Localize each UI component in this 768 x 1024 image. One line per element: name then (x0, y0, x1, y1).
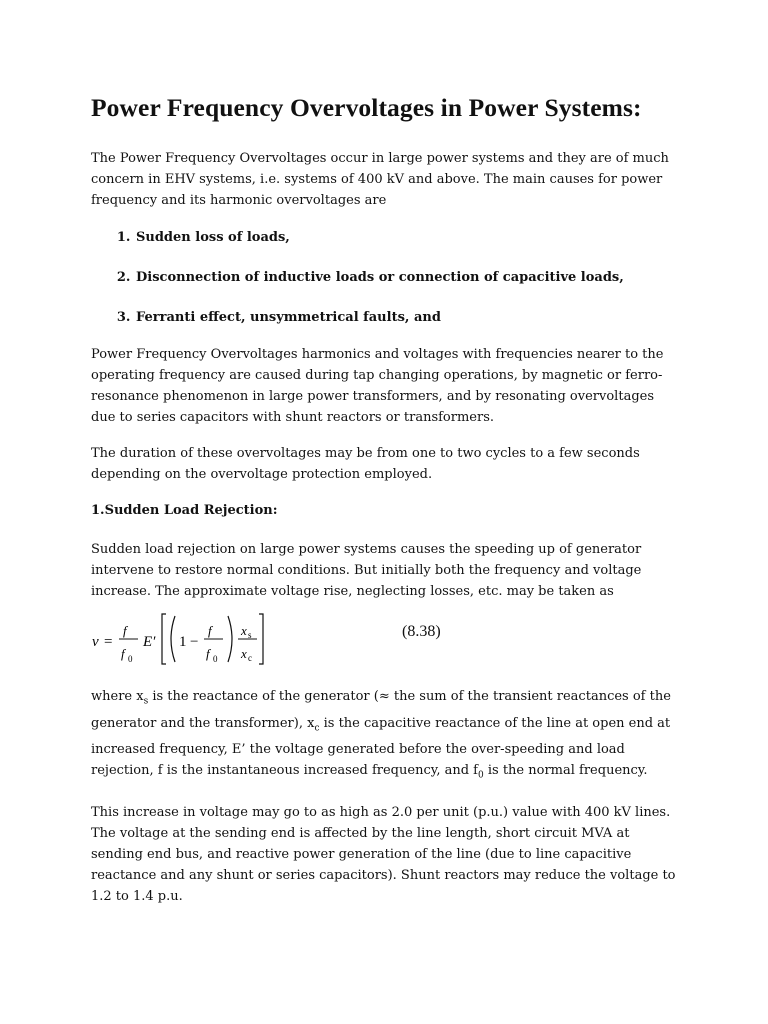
voltage-increase-paragraph: This increase in voltage may go to as high as 2.0 per unit (p.u.) value with 400 kV lines. The voltage at the sending end is affected by the line length, short circuit MVA at sending end bus, and reactive power generation of the line (due to line capacitive reactance and any shunt or series capacitors). Shunt reactors may reduce the voltage to 1.2 to 1.4 p.u. (91, 804, 676, 904)
page-title: Power Frequency Overvoltages in Power Systems: (91, 93, 642, 122)
duration-paragraph: The duration of these overvoltages may be from one to two cycles to a few seconds depending on the overvoltage protection employed. (91, 446, 640, 482)
eq-v: v (92, 634, 99, 650)
equation-number: (8.38) (402, 623, 441, 640)
intro-paragraph: The Power Frequency Overvoltages occur in large power systems and they are of much concern in EHV systems, i.e. systems of 400 kV and above. The main causes for power frequency and its harmonic overvoltages are (91, 151, 669, 208)
list-item: 3. Ferranti effect, unsymmetrical faults, and (135, 307, 678, 328)
eq-xc: x (241, 646, 247, 661)
eq-xs-sub: s (248, 630, 252, 640)
section-heading-sudden-load-rejection: 1.Sudden Load Rejection: (91, 503, 278, 518)
eq-right-paren (228, 616, 232, 662)
where-paragraph: where $x_s$ is the reactance of the generator (≈ the sum of the transient reactances of the generator and the transformer), $x_c$ is the capacitive reactance of the line at open end at increased frequency, E’ the voltage generated before the over-speeding and load rejection, f is the instantaneous increased frequency, and $f_0$ is the normal frequency. (91, 689, 671, 781)
eq-xs: x (241, 623, 247, 638)
eq-left-bracket (162, 614, 166, 664)
eq-right-bracket (259, 614, 263, 664)
eq-f0-denominator-2: f (206, 646, 210, 661)
equation-8-38 (91, 608, 678, 670)
equation-graphic (91, 608, 391, 670)
eq-one: 1 (179, 634, 187, 650)
eq-f-numerator-2: f (208, 623, 212, 638)
eq-left-paren (171, 616, 175, 662)
eq-f0-denominator: f (121, 646, 125, 661)
eq-f-numerator: f (123, 623, 127, 638)
eq-minus: − (190, 634, 199, 650)
list-item: 1. Sudden loss of loads, (135, 227, 678, 248)
load-rejection-paragraph: Sudden load rejection on large power systems causes the speeding up of generator intervene to restore normal conditions. But initially both the frequency and voltage increase. The approximate voltage rise, neglecting losses, etc. may be taken as (91, 542, 642, 599)
eq-f0-sub: 0 (128, 654, 133, 664)
causes-list (91, 227, 678, 328)
list-item: 2. Disconnection of inductive loads or connection of capacitive loads, (135, 267, 678, 288)
eq-f0-sub-2: 0 (213, 654, 218, 664)
eq-equals: = (104, 634, 113, 650)
harmonics-paragraph: Power Frequency Overvoltages harmonics and voltages with frequencies nearer to the operating frequency are caused during tap changing operations, by magnetic or ferro-resonance phenomenon in large power transformers, and by resonating overvoltages due to series capacitors with shunt reactors or transformers. (91, 347, 664, 425)
eq-xc-sub: c (248, 653, 252, 663)
eq-E-prime: E′ (143, 634, 156, 650)
